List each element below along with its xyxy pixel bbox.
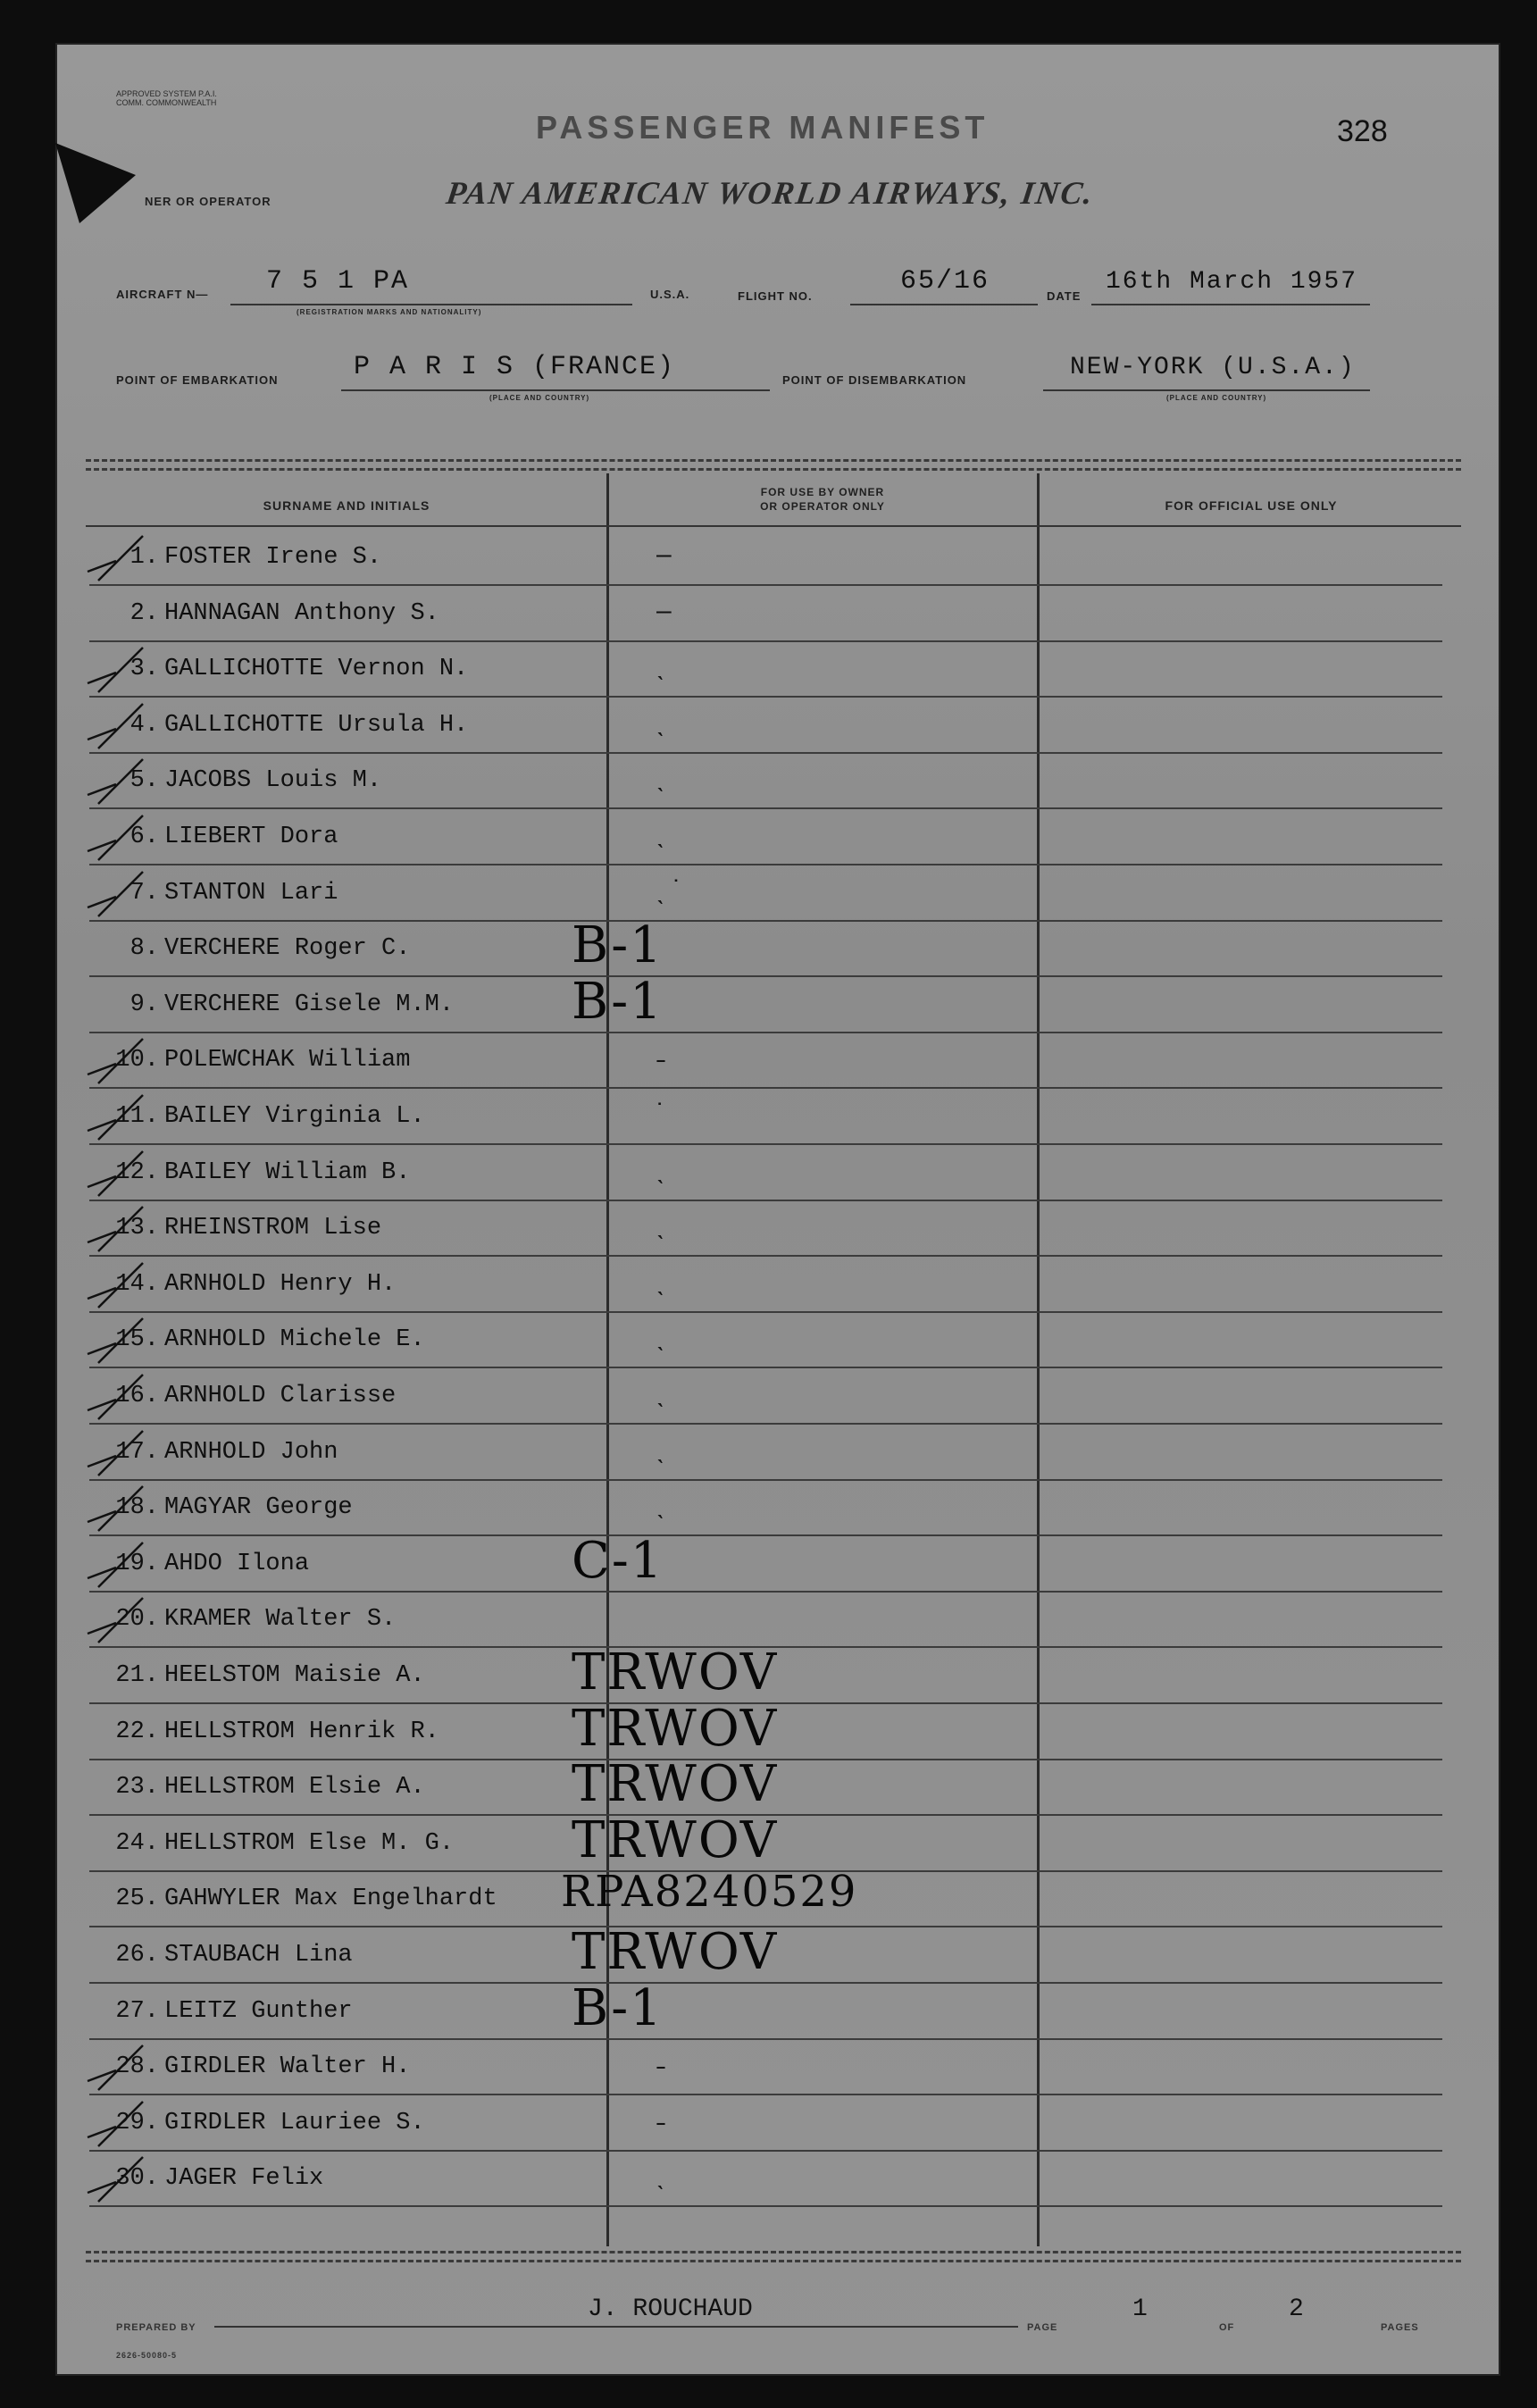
owner-mark: – [656, 539, 672, 569]
page-label: PAGE [1027, 2322, 1058, 2333]
owner-mark: ˙ [656, 1099, 665, 1128]
passenger-name: ARNHOLD Henry H. [164, 1270, 397, 1298]
owner-mark: ˎ [656, 651, 665, 681]
passenger-name: STAUBACH Lina [164, 1942, 353, 1969]
passenger-number: 14. [115, 1270, 159, 1298]
embarkation-label: POINT OF EMBARKATION [116, 373, 279, 387]
passenger-name: HEELSTOM Maisie A. [164, 1662, 425, 1689]
header-rule [86, 525, 1461, 527]
handwritten-visa-code: TRWOV [572, 1643, 779, 1701]
passenger-name: HELLSTROM Else M. G. [164, 1829, 455, 1857]
passenger-number: 11. [115, 1103, 159, 1130]
passenger-name: LIEBERT Dora [164, 824, 338, 850]
passenger-number: 27. [115, 1997, 159, 2025]
owner-mark: ˗ [656, 2049, 665, 2079]
passenger-row [71, 1426, 1442, 1481]
passenger-number: 19. [115, 1550, 159, 1577]
passenger-row [71, 1146, 1442, 1201]
passenger-number: 24. [115, 1829, 159, 1857]
prepared-by-label: PREPARED BY [116, 2322, 196, 2333]
passenger-row [71, 698, 1442, 754]
owner-mark: ˎ [656, 707, 665, 737]
owner-mark: ˎ [656, 1490, 665, 1520]
passenger-row [71, 1201, 1442, 1257]
passenger-name: LEITZ Gunther [164, 1997, 353, 2025]
passenger-row [71, 642, 1442, 698]
passenger-row [71, 1699, 1442, 1760]
passenger-row [71, 1593, 1442, 1648]
passenger-number: 10. [115, 1047, 159, 1074]
date-value: 16th March 1957 [1106, 268, 1358, 296]
passenger-number: 13. [115, 1215, 159, 1242]
passenger-row [71, 1923, 1442, 1984]
handwritten-visa-code: RPA8240529 [561, 1867, 858, 1918]
passenger-number: 18. [115, 1494, 159, 1522]
table-bottom-rule [86, 2251, 1461, 2253]
passenger-name: JAGER Felix [164, 2165, 324, 2193]
passenger-row [71, 1978, 1442, 2040]
official-column-header: FOR OFFICIAL USE ONLY [1165, 498, 1338, 513]
passenger-name: FOSTER Irene S. [164, 544, 382, 571]
aircraft-underline [230, 304, 632, 305]
aircraft-label: AIRCRAFT N— [116, 288, 209, 301]
embarkation-sublabel: (PLACE AND COUNTRY) [489, 394, 590, 402]
passenger-number: 22. [115, 1718, 159, 1745]
usa-label: U.S.A. [650, 288, 690, 301]
aircraft-value: 7 5 1 PA [266, 266, 410, 297]
flight-underline [850, 304, 1038, 305]
passenger-number: 5. [129, 767, 159, 795]
passenger-row [71, 2152, 1442, 2207]
aircraft-sublabel: (REGISTRATION MARKS AND NATIONALITY) [297, 308, 482, 316]
passenger-number: 17. [115, 1438, 159, 1466]
passenger-name: VERCHERE Gisele M.M. [164, 991, 455, 1018]
passenger-name: JACOBS Louis M. [164, 767, 382, 795]
passenger-row [71, 587, 1442, 642]
handwritten-visa-code: TRWOV [572, 1810, 779, 1869]
passenger-name: VERCHERE Roger C. [164, 935, 411, 963]
owner-operator-label: NER OR OPERATOR [145, 195, 271, 208]
passenger-row [71, 1313, 1442, 1368]
table-top-rule-2 [86, 468, 1461, 471]
passenger-number: 20. [115, 1606, 159, 1634]
passenger-number: 15. [115, 1326, 159, 1354]
handwritten-visa-code: TRWOV [572, 1755, 779, 1814]
passenger-row [71, 2096, 1442, 2152]
passenger-number: 2. [129, 599, 159, 627]
handwritten-visa-code: B-1 [572, 972, 664, 1031]
passenger-number: 25. [115, 1885, 159, 1913]
of-value: 2 [1289, 2295, 1304, 2323]
owner-column-header-line2: OR OPERATOR ONLY [760, 500, 885, 513]
passenger-number: 30. [115, 2165, 159, 2193]
passenger-number: 3. [129, 656, 159, 683]
passenger-row [71, 1755, 1442, 1816]
passenger-row [71, 1090, 1442, 1145]
passenger-number: 21. [115, 1662, 159, 1689]
passenger-number: 7. [129, 879, 159, 907]
passenger-name: RHEINSTROM Lise [164, 1215, 382, 1242]
passenger-row [71, 810, 1442, 865]
passenger-number: 9. [129, 991, 159, 1018]
passenger-name: HANNAGAN Anthony S. [164, 599, 439, 627]
passenger-number: 29. [115, 2109, 159, 2136]
passenger-name: GIRDLER Walter H. [164, 2053, 411, 2081]
flight-number-value: 65/16 [900, 266, 990, 297]
passenger-name: GAHWYLER Max Engelhardt [164, 1885, 497, 1913]
passenger-name: GALLICHOTTE Ursula H. [164, 711, 469, 739]
handwritten-visa-code: B-1 [572, 916, 664, 975]
passenger-name: KRAMER Walter S. [164, 1606, 397, 1634]
passenger-name: BAILEY Virginia L. [164, 1103, 425, 1130]
passenger-row [71, 866, 1442, 922]
passenger-row [71, 972, 1442, 1033]
passenger-row [71, 2040, 1442, 2095]
owner-mark: ˗ [656, 2104, 665, 2135]
disembarkation-underline [1043, 389, 1370, 391]
owner-mark: ˎ [656, 1322, 665, 1352]
passenger-row [71, 1531, 1442, 1593]
passenger-row [71, 1258, 1442, 1313]
passenger-name: ARNHOLD Michele E. [164, 1326, 425, 1354]
flight-number-label: FLIGHT NO. [738, 289, 813, 303]
passenger-name: POLEWCHAK William [164, 1047, 411, 1074]
owner-column-header-line1: FOR USE BY OWNER [760, 486, 885, 498]
passenger-number: 1. [129, 544, 159, 571]
table-top-rule [86, 459, 1461, 462]
owner-mark: ˗ [656, 1042, 665, 1073]
passenger-name: HELLSTROM Elsie A. [164, 1774, 425, 1802]
handwritten-visa-code: B-1 [572, 1978, 664, 2037]
handwritten-visa-code: TRWOV [572, 1699, 779, 1758]
owner-mark: ˎ [656, 763, 665, 793]
passenger-row [71, 1867, 1442, 1927]
passenger-row [71, 754, 1442, 809]
passenger-name: GALLICHOTTE Vernon N. [164, 656, 469, 683]
passenger-name: ARNHOLD John [164, 1438, 338, 1466]
passenger-number: 28. [115, 2053, 159, 2081]
passenger-row [71, 531, 1442, 586]
owner-mark: ˎ [656, 1266, 665, 1296]
prepared-underline [214, 2326, 1018, 2328]
page-number-stamp: 328 [1337, 114, 1388, 148]
passenger-name: BAILEY William B. [164, 1158, 411, 1186]
passenger-number: 16. [115, 1383, 159, 1409]
passenger-row [71, 1369, 1442, 1425]
passenger-name: STANTON Lari [164, 879, 338, 907]
of-label: OF [1219, 2322, 1235, 2333]
owner-mark: ˎ ˙ [656, 874, 682, 905]
prepared-by-value: J. ROUCHAUD [588, 2295, 753, 2323]
page-value: 1 [1132, 2295, 1148, 2323]
passenger-name: HELLSTROM Henrik R. [164, 1718, 439, 1745]
embarkation-value: P A R I S (FRANCE) [354, 352, 676, 382]
owner-mark: ˎ [656, 1378, 665, 1408]
passenger-row [71, 1643, 1442, 1704]
handwritten-visa-code: TRWOV [572, 1923, 779, 1981]
passenger-number: 26. [115, 1942, 159, 1969]
approval-stamp: APPROVED SYSTEM P.A.I. COMM. COMMONWEALTH [116, 89, 217, 107]
passenger-number: 23. [115, 1774, 159, 1802]
airline-name: PAN AMERICAN WORLD AIRWAYS, INC. [444, 175, 1097, 211]
owner-mark: ˎ [656, 819, 665, 849]
form-number: 2626-50080-5 [116, 2351, 178, 2360]
passenger-row [71, 1481, 1442, 1536]
disembarkation-label: POINT OF DISEMBARKATION [782, 373, 967, 387]
row-rule [89, 2205, 1442, 2207]
passenger-row [71, 1810, 1442, 1872]
surname-column-header: SURNAME AND INITIALS [263, 498, 430, 513]
passenger-name: ARNHOLD Clarisse [164, 1383, 397, 1409]
handwritten-visa-code: C-1 [572, 1531, 664, 1590]
disembarkation-value: NEW-YORK (U.S.A.) [1070, 354, 1356, 381]
passenger-name: AHDO Ilona [164, 1550, 310, 1577]
passenger-row [71, 916, 1442, 977]
passenger-name: MAGYAR George [164, 1494, 353, 1522]
owner-mark: ˎ [656, 1434, 665, 1464]
date-underline [1091, 304, 1370, 305]
passenger-number: 12. [115, 1158, 159, 1186]
owner-mark: ˎ [656, 2161, 665, 2191]
table-bottom-rule-2 [86, 2260, 1461, 2262]
passenger-number: 6. [129, 824, 159, 850]
passenger-name: GIRDLER Lauriee S. [164, 2109, 425, 2136]
passenger-row [71, 1033, 1442, 1089]
owner-mark: – [656, 595, 672, 625]
disembarkation-sublabel: (PLACE AND COUNTRY) [1166, 394, 1267, 402]
owner-mark: ˎ [656, 1154, 665, 1184]
embarkation-underline [341, 389, 770, 391]
owner-mark: ˎ [656, 1210, 665, 1241]
pages-label: PAGES [1381, 2322, 1419, 2333]
document-title: PASSENGER MANIFEST [536, 109, 990, 146]
passenger-number: 8. [129, 935, 159, 963]
date-label: DATE [1047, 289, 1082, 303]
passenger-number: 4. [129, 711, 159, 739]
